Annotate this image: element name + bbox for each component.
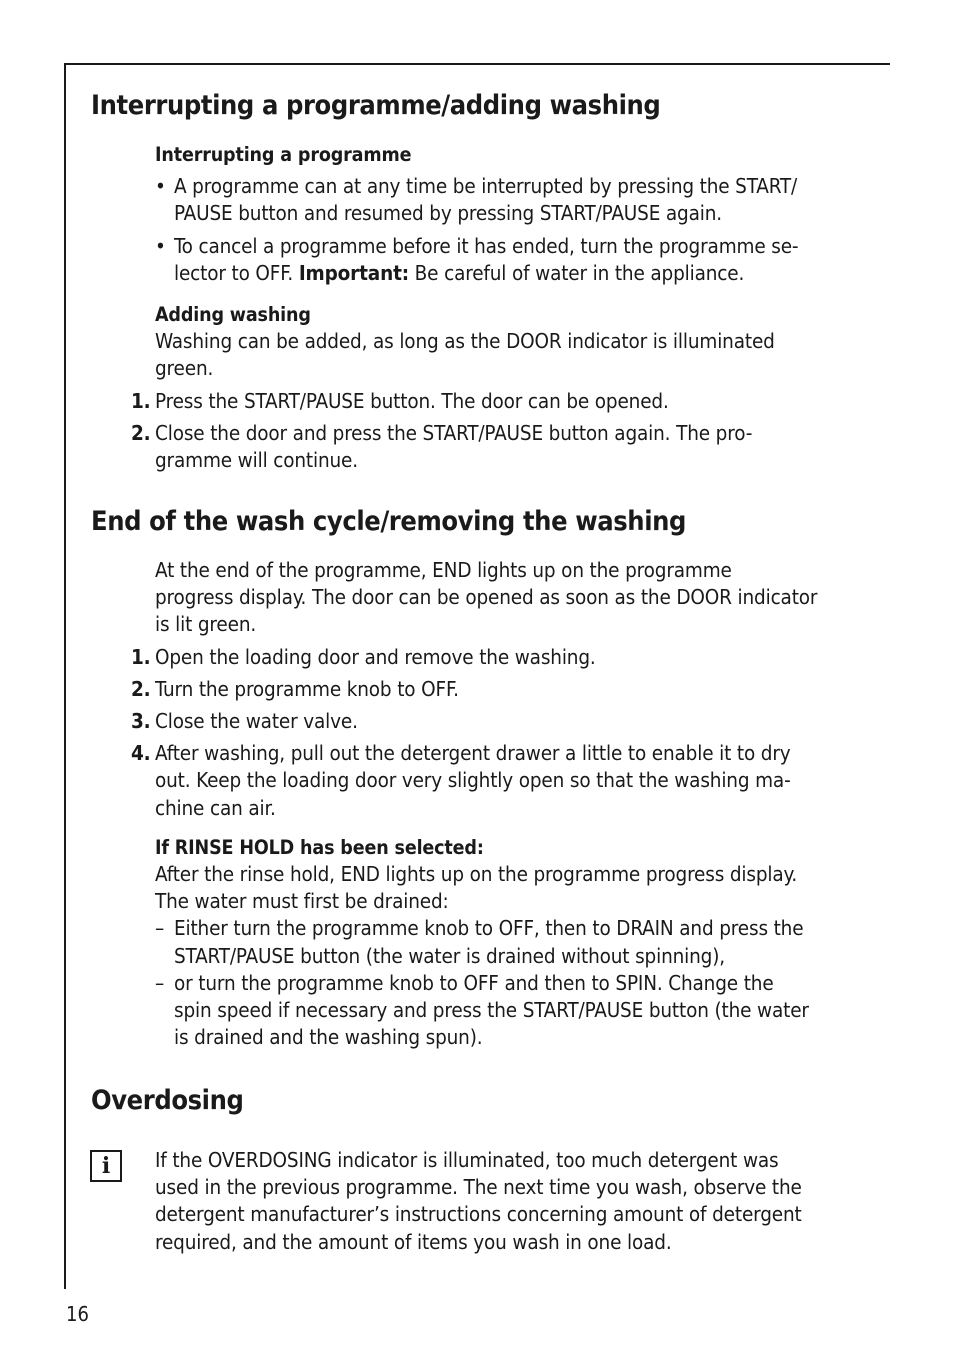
overdosing-line4: required, and the amount of items you wash in one load.: [155, 1229, 672, 1254]
subheading-interrupting: Interrupting a programme: [155, 143, 412, 166]
bullet-interrupt-line2: PAUSE button and resumed by pressing START/PAUSE again.: [174, 201, 722, 226]
bullet-cancel-line1: • To cancel a programme before it has ended, turn the programme se-: [174, 233, 799, 258]
dash-line: – Either turn the programme knob to OFF, then to DRAIN and press the: [174, 916, 804, 941]
dash-item-drain: [155, 915, 865, 969]
step-line: After washing, pull out the detergent drawer a little to enable it to dry: [155, 741, 791, 766]
frame-left-rule: [64, 63, 66, 1289]
step-line: Turn the programme knob to OFF.: [155, 676, 459, 701]
intro-line2: progress display. The door can be opened as soon as the DOOR indicator: [155, 585, 818, 610]
dash-line: is drained and the washing spun).: [174, 1025, 483, 1050]
subheading-adding: Adding washing: [155, 303, 311, 327]
step-number: 1.: [131, 388, 151, 413]
list-item: [131, 708, 865, 735]
overdosing-line3: detergent manufacturer’s instructions concerning amount of detergent: [155, 1202, 802, 1227]
step-number: 1.: [131, 644, 151, 669]
dash-line: – or turn the programme knob to OFF and then to SPIN. Change the: [174, 970, 774, 995]
step-line: chine can air.: [155, 795, 276, 820]
bullet-cancel-text-a: lector to OFF.: [174, 260, 299, 285]
adding-line2: green.: [155, 356, 214, 381]
section-interrupting-body: [131, 141, 865, 474]
dash-line: START/PAUSE button (the water is drained without spinning),: [174, 943, 725, 968]
step-line: Close the door and press the START/PAUSE button again. The pro-: [155, 420, 753, 445]
step-line: Close the water valve.: [155, 709, 358, 734]
rinse-line1: After the rinse hold, END lights up on the programme progress display.: [155, 862, 798, 887]
list-item: [131, 420, 865, 474]
step-number: 2.: [131, 420, 151, 445]
heading-interrupting-adding: Interrupting a programme/adding washing: [91, 90, 661, 121]
intro-line1: At the end of the programme, END lights up on the programme: [155, 558, 732, 582]
info-icon: [90, 1150, 122, 1182]
list-item: [131, 740, 865, 822]
overdosing-line2: used in the previous programme. The next time you wash, observe the: [155, 1175, 802, 1200]
intro-line3: is lit green.: [155, 612, 257, 637]
important-label: Important:: [298, 260, 409, 285]
list-item: [131, 676, 865, 703]
step-line: out. Keep the loading door very slightly open so that the washing ma-: [155, 768, 791, 793]
frame-top-rule: [64, 63, 890, 65]
step-line: gramme will continue.: [155, 448, 358, 473]
page-number: 16: [66, 1302, 89, 1326]
info-icon-glyph: i: [101, 1153, 111, 1179]
bullet-interrupt: [155, 173, 865, 227]
overdosing-line1: If the OVERDOSING indicator is illuminated, too much detergent was: [155, 1148, 779, 1172]
section-end-of-cycle-body: [131, 557, 865, 1051]
bullet-cancel-line2: [174, 260, 865, 287]
heading-overdosing: Overdosing: [91, 1085, 244, 1116]
bullet-cancel-text-b: Be careful of water in the appliance.: [408, 260, 745, 285]
rinse-line2: The water must first be drained:: [155, 889, 449, 914]
subheading-rinse-hold: If RINSE HOLD has been selected:: [155, 835, 484, 859]
step-line: Open the loading door and remove the washing.: [155, 644, 596, 669]
bullet-interrupt-line1: • A programme can at any time be interrupted by pressing the START/: [174, 174, 798, 199]
step-number: 2.: [131, 676, 151, 701]
adding-line1: Washing can be added, as long as the DOOR indicator is illuminated: [155, 329, 775, 354]
section-overdosing-body: [155, 1147, 865, 1256]
dash-item-spin: [155, 970, 865, 1052]
bullet-cancel: [155, 233, 865, 287]
dash-line: spin speed if necessary and press the START/PAUSE button (the water: [174, 998, 809, 1023]
list-item: [131, 388, 865, 415]
step-number: 4.: [131, 741, 151, 766]
step-line: Press the START/PAUSE button. The door can be opened.: [155, 388, 669, 413]
step-number: 3.: [131, 709, 151, 734]
heading-end-of-cycle: End of the wash cycle/removing the washing: [91, 506, 686, 537]
list-item: [131, 644, 865, 671]
